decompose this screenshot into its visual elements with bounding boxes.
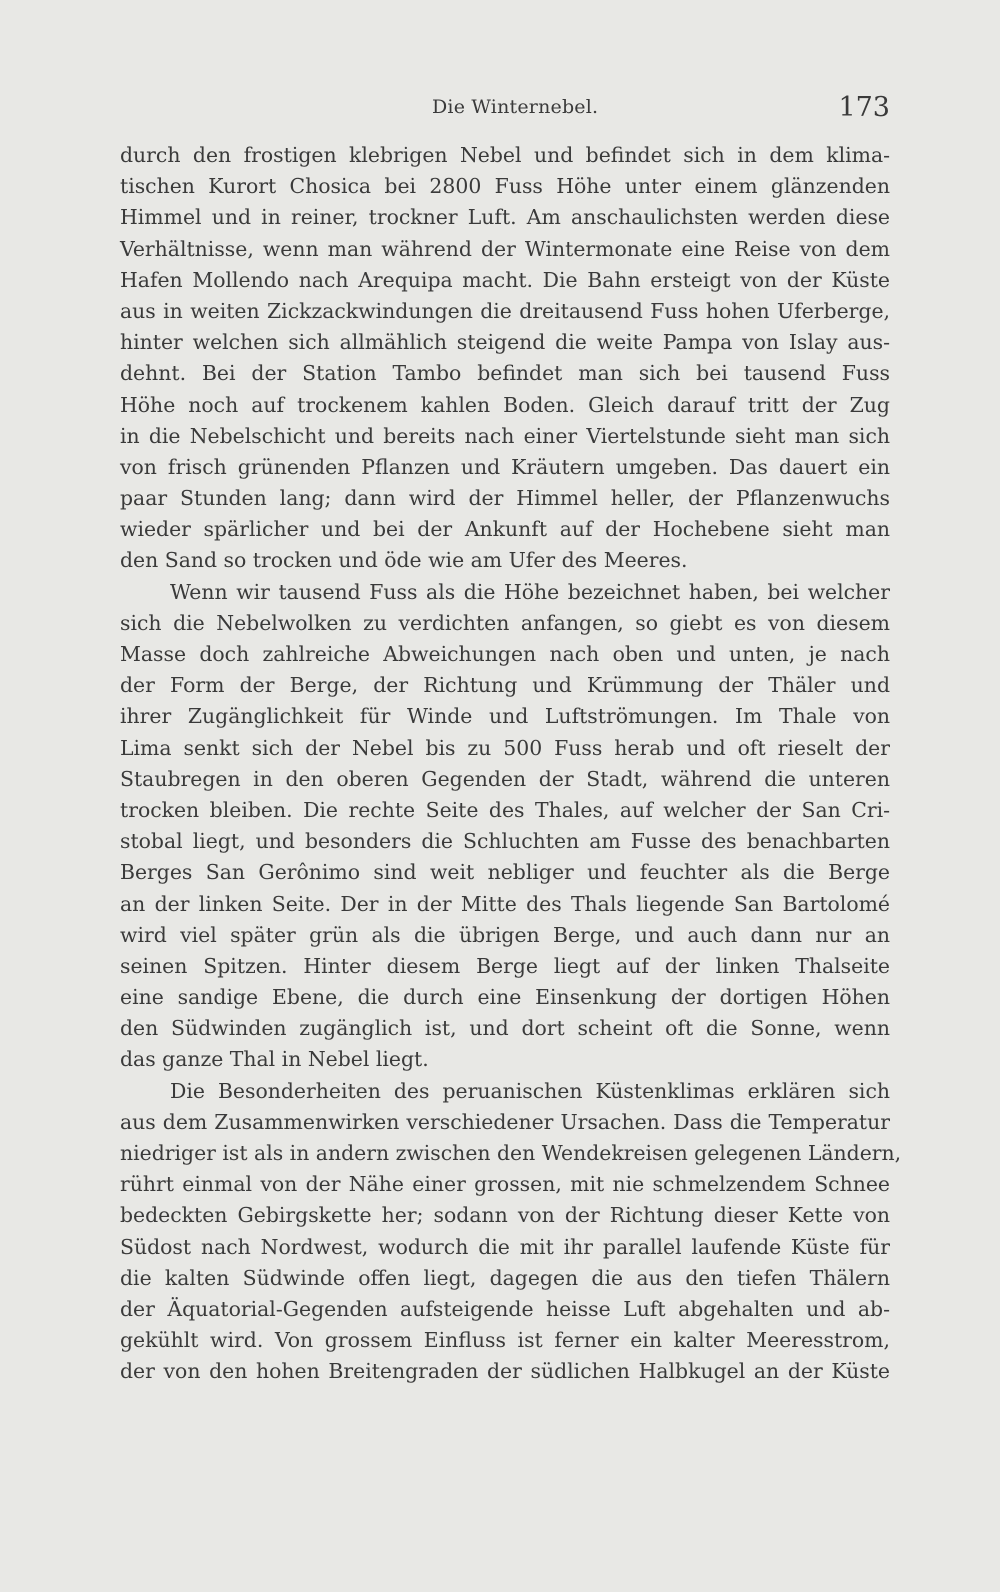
- text-line: Südost nach Nordwest, wodurch die mit ihr parallel laufende Küste für: [120, 1234, 890, 1259]
- text-line: den Sand so trocken und öde wie am Ufer des Meeres.: [120, 548, 688, 573]
- text-line: niedriger ist als in andern zwischen den Wendekreisen gelegenen Ländern,: [120, 1141, 902, 1165]
- page-number: 173: [838, 92, 890, 123]
- text-line: Berges San Gerônimo sind weit nebliger und feuchter als die Berge: [120, 860, 890, 885]
- text-line: in die Nebelschicht und bereits nach einer Viertelstunde sieht man sich: [120, 423, 890, 448]
- text-line: die kalten Südwinde offen liegt, dagegen die aus den tiefen Thälern: [120, 1265, 890, 1290]
- text-line: Verhältnisse, wenn man während der Wintermonate eine Reise von dem: [120, 236, 890, 261]
- text-line: Himmel und in reiner, trockner Luft. Am anschaulichsten werden diese: [120, 205, 890, 230]
- text-line: bedeckten Gebirgskette her; sodann von der Richtung dieser Kette von: [120, 1203, 890, 1228]
- text-line: an der linken Seite. Der in der Mitte des Thals liegende San Bartolomé: [120, 891, 890, 916]
- text-line: paar Stunden lang; dann wird der Himmel heller, der Pflanzenwuchs: [120, 486, 890, 511]
- text-line: das ganze Thal in Nebel liegt.: [120, 1047, 429, 1072]
- text-line: hinter welchen sich allmählich steigend die weite Pampa von Islay aus-: [120, 330, 890, 355]
- text-line: Staubregen in den oberen Gegenden der Stadt, während die unteren: [120, 766, 890, 791]
- text-line: der Form der Berge, der Richtung und Krümmung der Thäler und: [120, 673, 890, 698]
- text-line: der von den hohen Breitengraden der südlichen Halbkugel an der Küste: [120, 1359, 890, 1384]
- text-line: durch den frostigen klebrigen Nebel und befindet sich in dem klima-: [120, 143, 890, 167]
- text-line: Wenn wir tausend Fuss als die Höhe bezeichnet haben, bei welcher: [170, 579, 890, 604]
- text-line: seinen Spitzen. Hinter diesem Berge liegt auf der linken Thalseite: [120, 953, 890, 978]
- text-line: trocken bleiben. Die rechte Seite des Thales, auf welcher der San Cri-: [120, 797, 890, 822]
- text-line: den Südwinden zugänglich ist, und dort scheint oft die Sonne, wenn: [120, 1016, 890, 1041]
- text-line: rührt einmal von der Nähe einer grossen, mit nie schmelzendem Schnee: [120, 1172, 890, 1197]
- text-line: tischen Kurort Chosica bei 2800 Fuss Höhe unter einem glänzenden: [120, 174, 890, 199]
- text-line: Die Besonderheiten des peruanischen Küstenklimas erklären sich: [170, 1078, 890, 1103]
- text-line: von frisch grünenden Pflanzen und Kräutern umgeben. Das dauert ein: [120, 454, 890, 479]
- text-line: gekühlt wird. Von grossem Einfluss ist ferner ein kalter Meeresstrom,: [120, 1328, 890, 1353]
- page-header: [120, 92, 890, 132]
- text-line: Höhe noch auf trockenem kahlen Boden. Gleich darauf tritt der Zug: [120, 392, 890, 417]
- text-line: der Äquatorial-Gegenden aufsteigende heisse Luft abgehalten und ab-: [120, 1296, 890, 1321]
- text-line: aus in weiten Zickzackwindungen die dreitausend Fuss hohen Uferberge,: [120, 298, 890, 323]
- text-line: dehnt. Bei der Station Tambo befindet man sich bei tausend Fuss: [120, 361, 890, 386]
- text-line: stobal liegt, und besonders die Schluchten am Fusse des benachbarten: [120, 829, 890, 854]
- text-line: Masse doch zahlreiche Abweichungen nach oben und unten, je nach: [120, 642, 890, 666]
- text-line: eine sandige Ebene, die durch eine Einsenkung der dortigen Höhen: [120, 985, 890, 1010]
- running-title: Die Winternebel.: [432, 96, 599, 118]
- body-text: [120, 140, 902, 1388]
- text-line: sich die Nebelwolken zu verdichten anfangen, so giebt es von diesem: [120, 610, 890, 635]
- text-line: aus dem Zusammenwirken verschiedener Ursachen. Dass die Temperatur: [120, 1109, 890, 1134]
- text-line: Hafen Mollendo nach Arequipa macht. Die Bahn ersteigt von der Küste: [120, 267, 890, 292]
- text-line: ihrer Zugänglichkeit für Winde und Luftströmungen. Im Thale von: [120, 704, 890, 729]
- text-line: wieder spärlicher und bei der Ankunft auf der Hochebene sieht man: [120, 517, 890, 542]
- text-line: Lima senkt sich der Nebel bis zu 500 Fuss herab und oft rieselt der: [120, 735, 890, 760]
- text-line: wird viel später grün als die übrigen Berge, und auch dann nur an: [120, 922, 890, 947]
